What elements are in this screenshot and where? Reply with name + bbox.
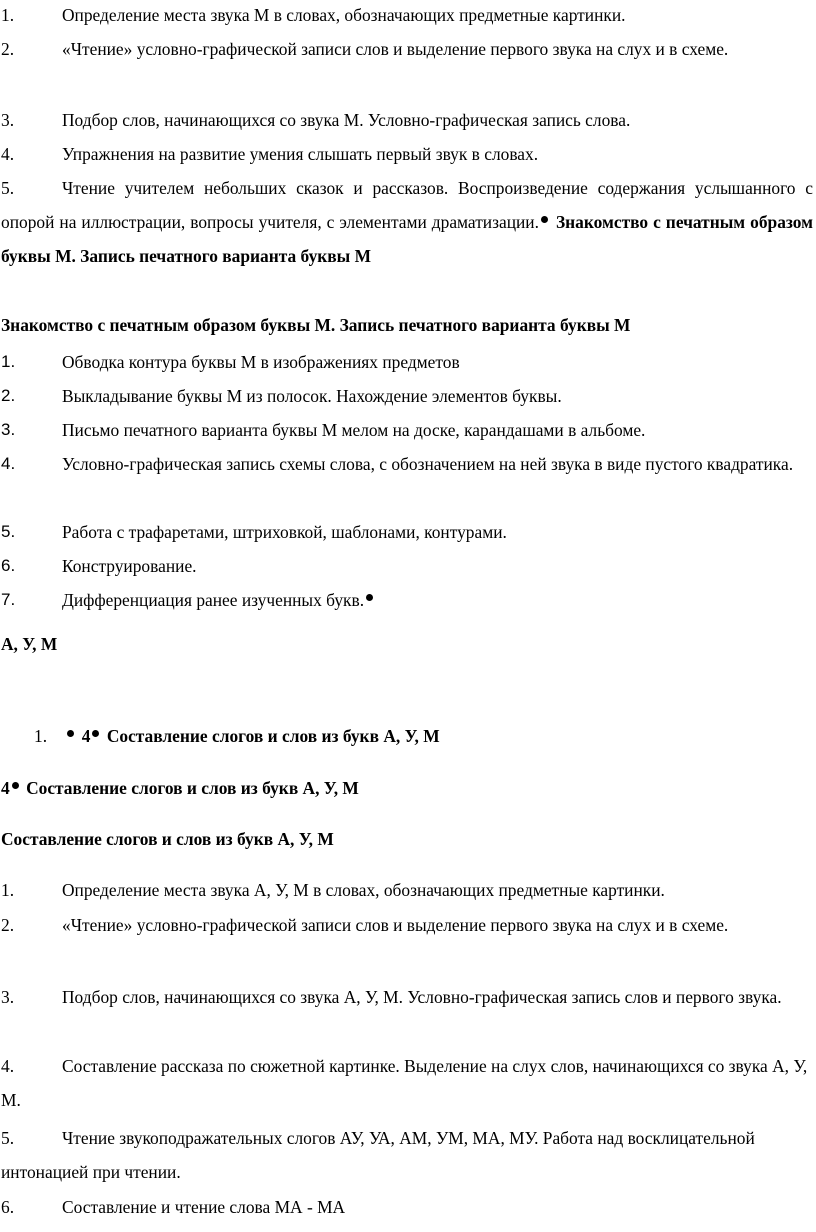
list-item (1, 583, 813, 617)
heading-text: Составление слогов и слов из букв А, У, М (106, 726, 440, 746)
list-item (1, 171, 813, 273)
list-item (1, 32, 813, 66)
list-number: 2. (1, 915, 15, 935)
list-number: 1. (1, 880, 15, 900)
list-number: 3. (1, 110, 15, 130)
bullet-icon (12, 782, 19, 789)
list-number: 7. (1, 590, 16, 609)
list-item (1, 413, 813, 447)
list-item (1, 379, 813, 413)
list-item (1, 447, 813, 481)
list-text: Работа с трафаретами, штриховкой, шаблонами, контурами. (62, 522, 507, 542)
list-number: 4. (1, 144, 15, 164)
list-number: 3. (1, 987, 15, 1007)
heading-prefix: 4 (1, 778, 10, 798)
list-text: «Чтение» условно-графической записи слов и выделение первого звука на слух и в схеме. (62, 915, 729, 935)
numbered-heading (34, 726, 794, 746)
list-number: 4. (1, 454, 16, 473)
list-item (1, 873, 813, 907)
heading-prefix: 4 (81, 726, 91, 746)
list-number: 6. (1, 556, 16, 575)
bullet-icon (366, 594, 373, 601)
list-text: Конструирование. (62, 556, 197, 576)
list-text: Письмо печатного варианта буквы М мелом на доске, карандашами в альбоме. (62, 420, 646, 440)
list-text: Определение места звука М в словах, обозначающих предметные картинки. (62, 5, 626, 25)
bullet-icon (541, 216, 548, 223)
heading-text: Составление слогов и слов из букв А, У, М (26, 778, 359, 798)
list-item (1, 103, 813, 137)
list-item (1, 515, 813, 549)
list-text-regular: Чтение учителем небольших сказок и рассказов. Воспроизведение содержания услышанного с опорой на иллюстрации, вопросы учителя, с элементами драматизации. (1, 178, 813, 232)
list-item (1, 0, 813, 32)
section-heading: Знакомство с печатным образом буквы М. Запись печатного варианта буквы М (1, 315, 631, 335)
list-text: Условно-графическая запись схемы слова, с обозначением на ней звука в виде пустого квадратика. (62, 454, 794, 474)
list-text: Подбор слов, начинающихся со звука А, У, М. Условно-графическая запись слов и первого звука. (62, 987, 782, 1007)
list-number: 2. (1, 386, 16, 405)
letters-heading: А, У, М (1, 634, 58, 654)
list-text: Упражнения на развитие умения слышать первый звук в словах. (62, 144, 539, 164)
list-item (1, 345, 813, 379)
bullet-icon (92, 730, 99, 737)
list-number: 1. (1, 5, 15, 25)
list-text: Определение места звука А, У, М в словах, обозначающих предметные картинки. (62, 880, 665, 900)
list-number: 6. (1, 1197, 15, 1217)
list-text: Составление рассказа по сюжетной картинке. Выделение на слух слов, начинающихся со звука А, У, М. (1, 1056, 808, 1110)
list-text-bold: Знакомство с печатным образом буквы М. Запись печатного варианта буквы М (1, 212, 813, 266)
list-text: Обводка контура буквы М в изображениях предметов (62, 352, 460, 372)
list-item (1, 1121, 813, 1189)
bullet-icon (67, 730, 74, 737)
list-number: 3. (1, 420, 16, 439)
section-heading: Составление слогов и слов из букв А, У, М (1, 829, 334, 849)
list-item (1, 908, 813, 942)
list-text: Составление и чтение слова МА - МА (62, 1197, 346, 1217)
list-text-regular: Дифференциация ранее изученных букв. (62, 590, 365, 610)
list-item (1, 980, 813, 1014)
list-item (1, 549, 813, 583)
list-number: 5. (1, 1128, 15, 1148)
list-item (1, 137, 813, 171)
list-text: «Чтение» условно-графической записи слов и выделение первого звука на слух и в схеме. (62, 39, 729, 59)
list-text: Выкладывание буквы М из полосок. Нахождение элементов буквы. (62, 386, 562, 406)
list-number: 5. (1, 522, 16, 541)
list-text (1, 171, 813, 273)
list-text: Чтение звукоподражательных слогов АУ, УА, АМ, УМ, МА, МУ. Работа над восклицательной интонацией при чтении. (1, 1128, 755, 1182)
section-heading (1, 778, 813, 798)
list-item (1, 1190, 813, 1224)
list-number: 2. (1, 39, 15, 59)
list-number: 4. (1, 1056, 15, 1076)
list-number: 1. (1, 352, 16, 371)
list-number: 1. (34, 726, 48, 746)
list-text (1, 583, 813, 617)
list-text: Подбор слов, начинающихся со звука М. Условно-графическая запись слова. (62, 110, 631, 130)
list-number: 5. (1, 178, 15, 198)
list-item (1, 1049, 813, 1117)
